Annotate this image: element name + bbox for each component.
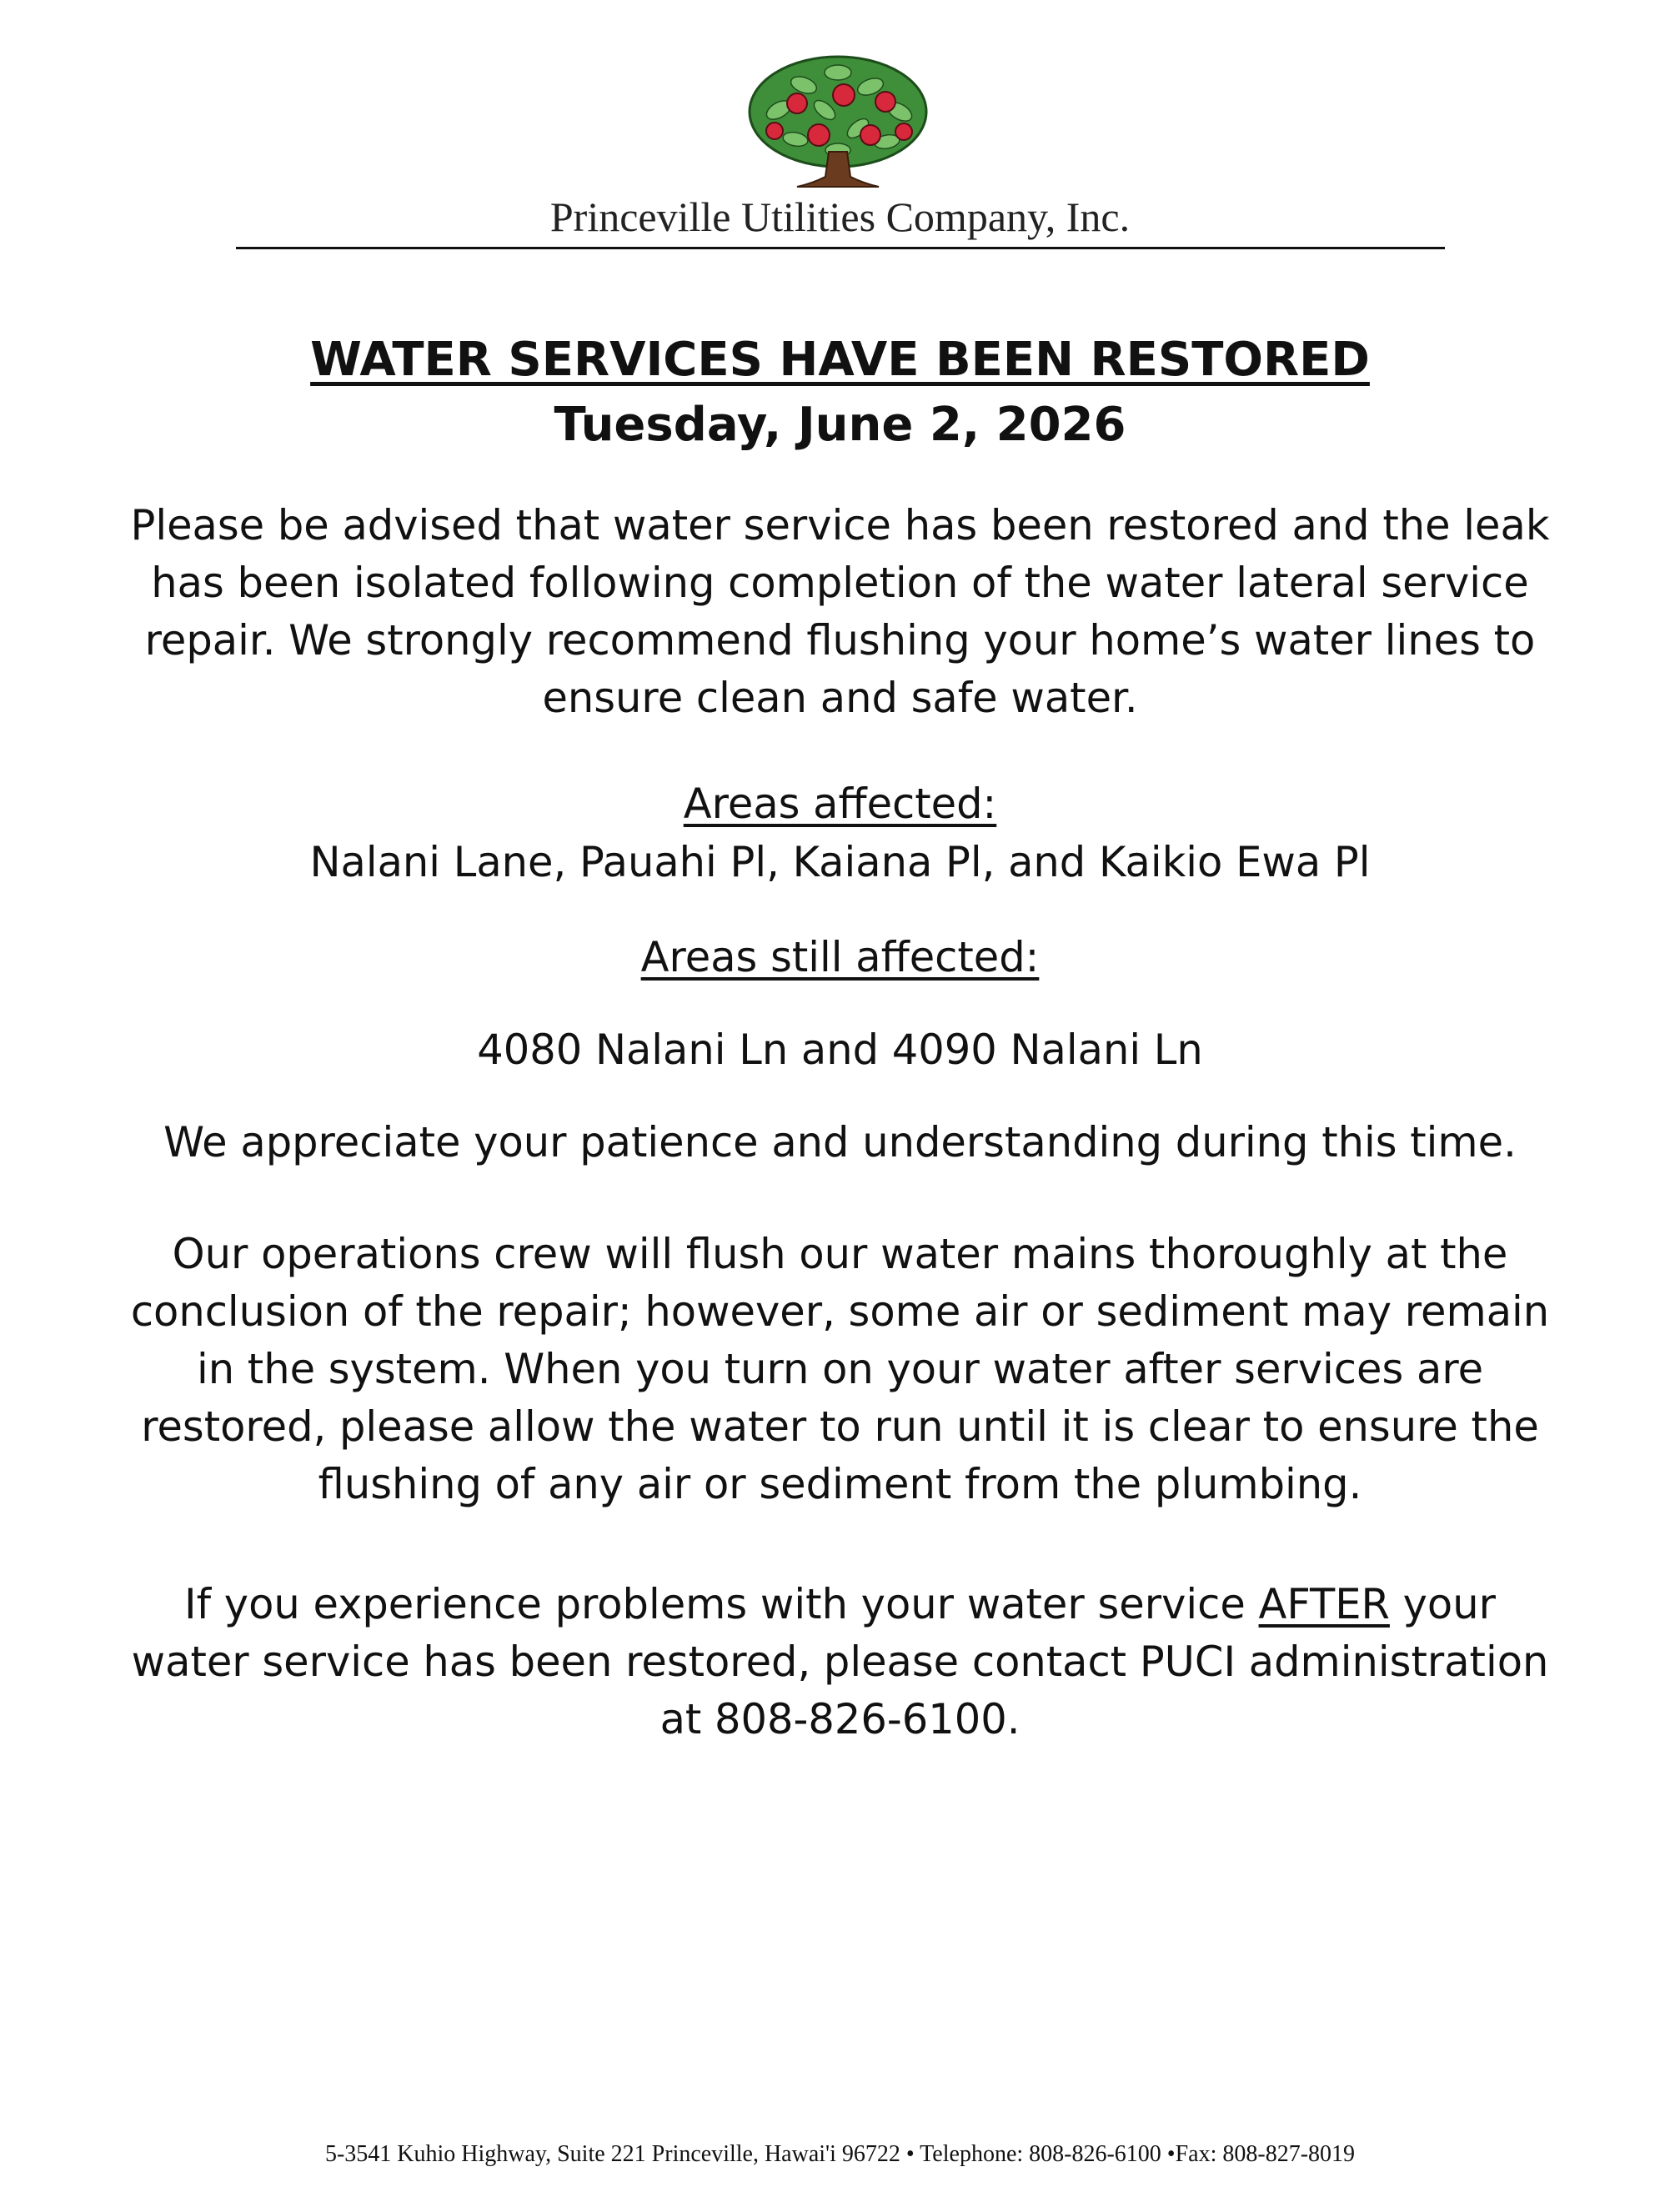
footer-address: 5-3541 Kuhio Highway, Suite 221 Princeville, Hawai'i 96722 • Telephone: 808-826-6100 •Fax: 808-827-8019 [324,2141,1356,2167]
areas-affected-list: Nalani Lane, Pauahi Pl, Kaiana Pl, and Kaikio Ewa Pl [309,838,1371,886]
notice-title: WATER SERVICES HAVE BEEN RESTORED [310,333,1370,387]
tree-logo-icon [745,52,930,193]
contact-paragraph [125,1576,1555,1748]
contact-text-after: your water service has been restored, please contact PUCI administration at 808-826-6100. [131,1580,1549,1743]
notice-date: Tuesday, June 2, 2026 [554,398,1126,452]
flushing-paragraph: Our operations crew will flush our water mains thoroughly at the conclusion of the repair; however, some air or sediment may remain in the system. When you turn on your water after services are restored, please allow the water to run until it is clear to ensure the flushing of any air or sediment from the plumbing. [130,1230,1550,1508]
contact-emphasis: AFTER [1258,1580,1390,1628]
areas-still-affected-list: 4080 Nalani Ln and 4090 Nalani Ln [477,1026,1203,1074]
intro-paragraph: Please be advised that water service has been restored and the leak has been isolated following completion of the water lateral service repair. We strongly recommend flushing your home’s water lines to ensure clean and safe water. [130,501,1550,722]
contact-text-before: If you experience problems with your water service [184,1580,1259,1628]
areas-still-affected-heading: Areas still affected: [640,933,1040,981]
thanks-paragraph: We appreciate your patience and understanding during this time. [163,1118,1517,1166]
areas-affected-heading: Areas affected: [683,780,997,828]
header-divider [236,247,1445,249]
company-name: Princeville Utilities Company, Inc. [549,193,1131,240]
